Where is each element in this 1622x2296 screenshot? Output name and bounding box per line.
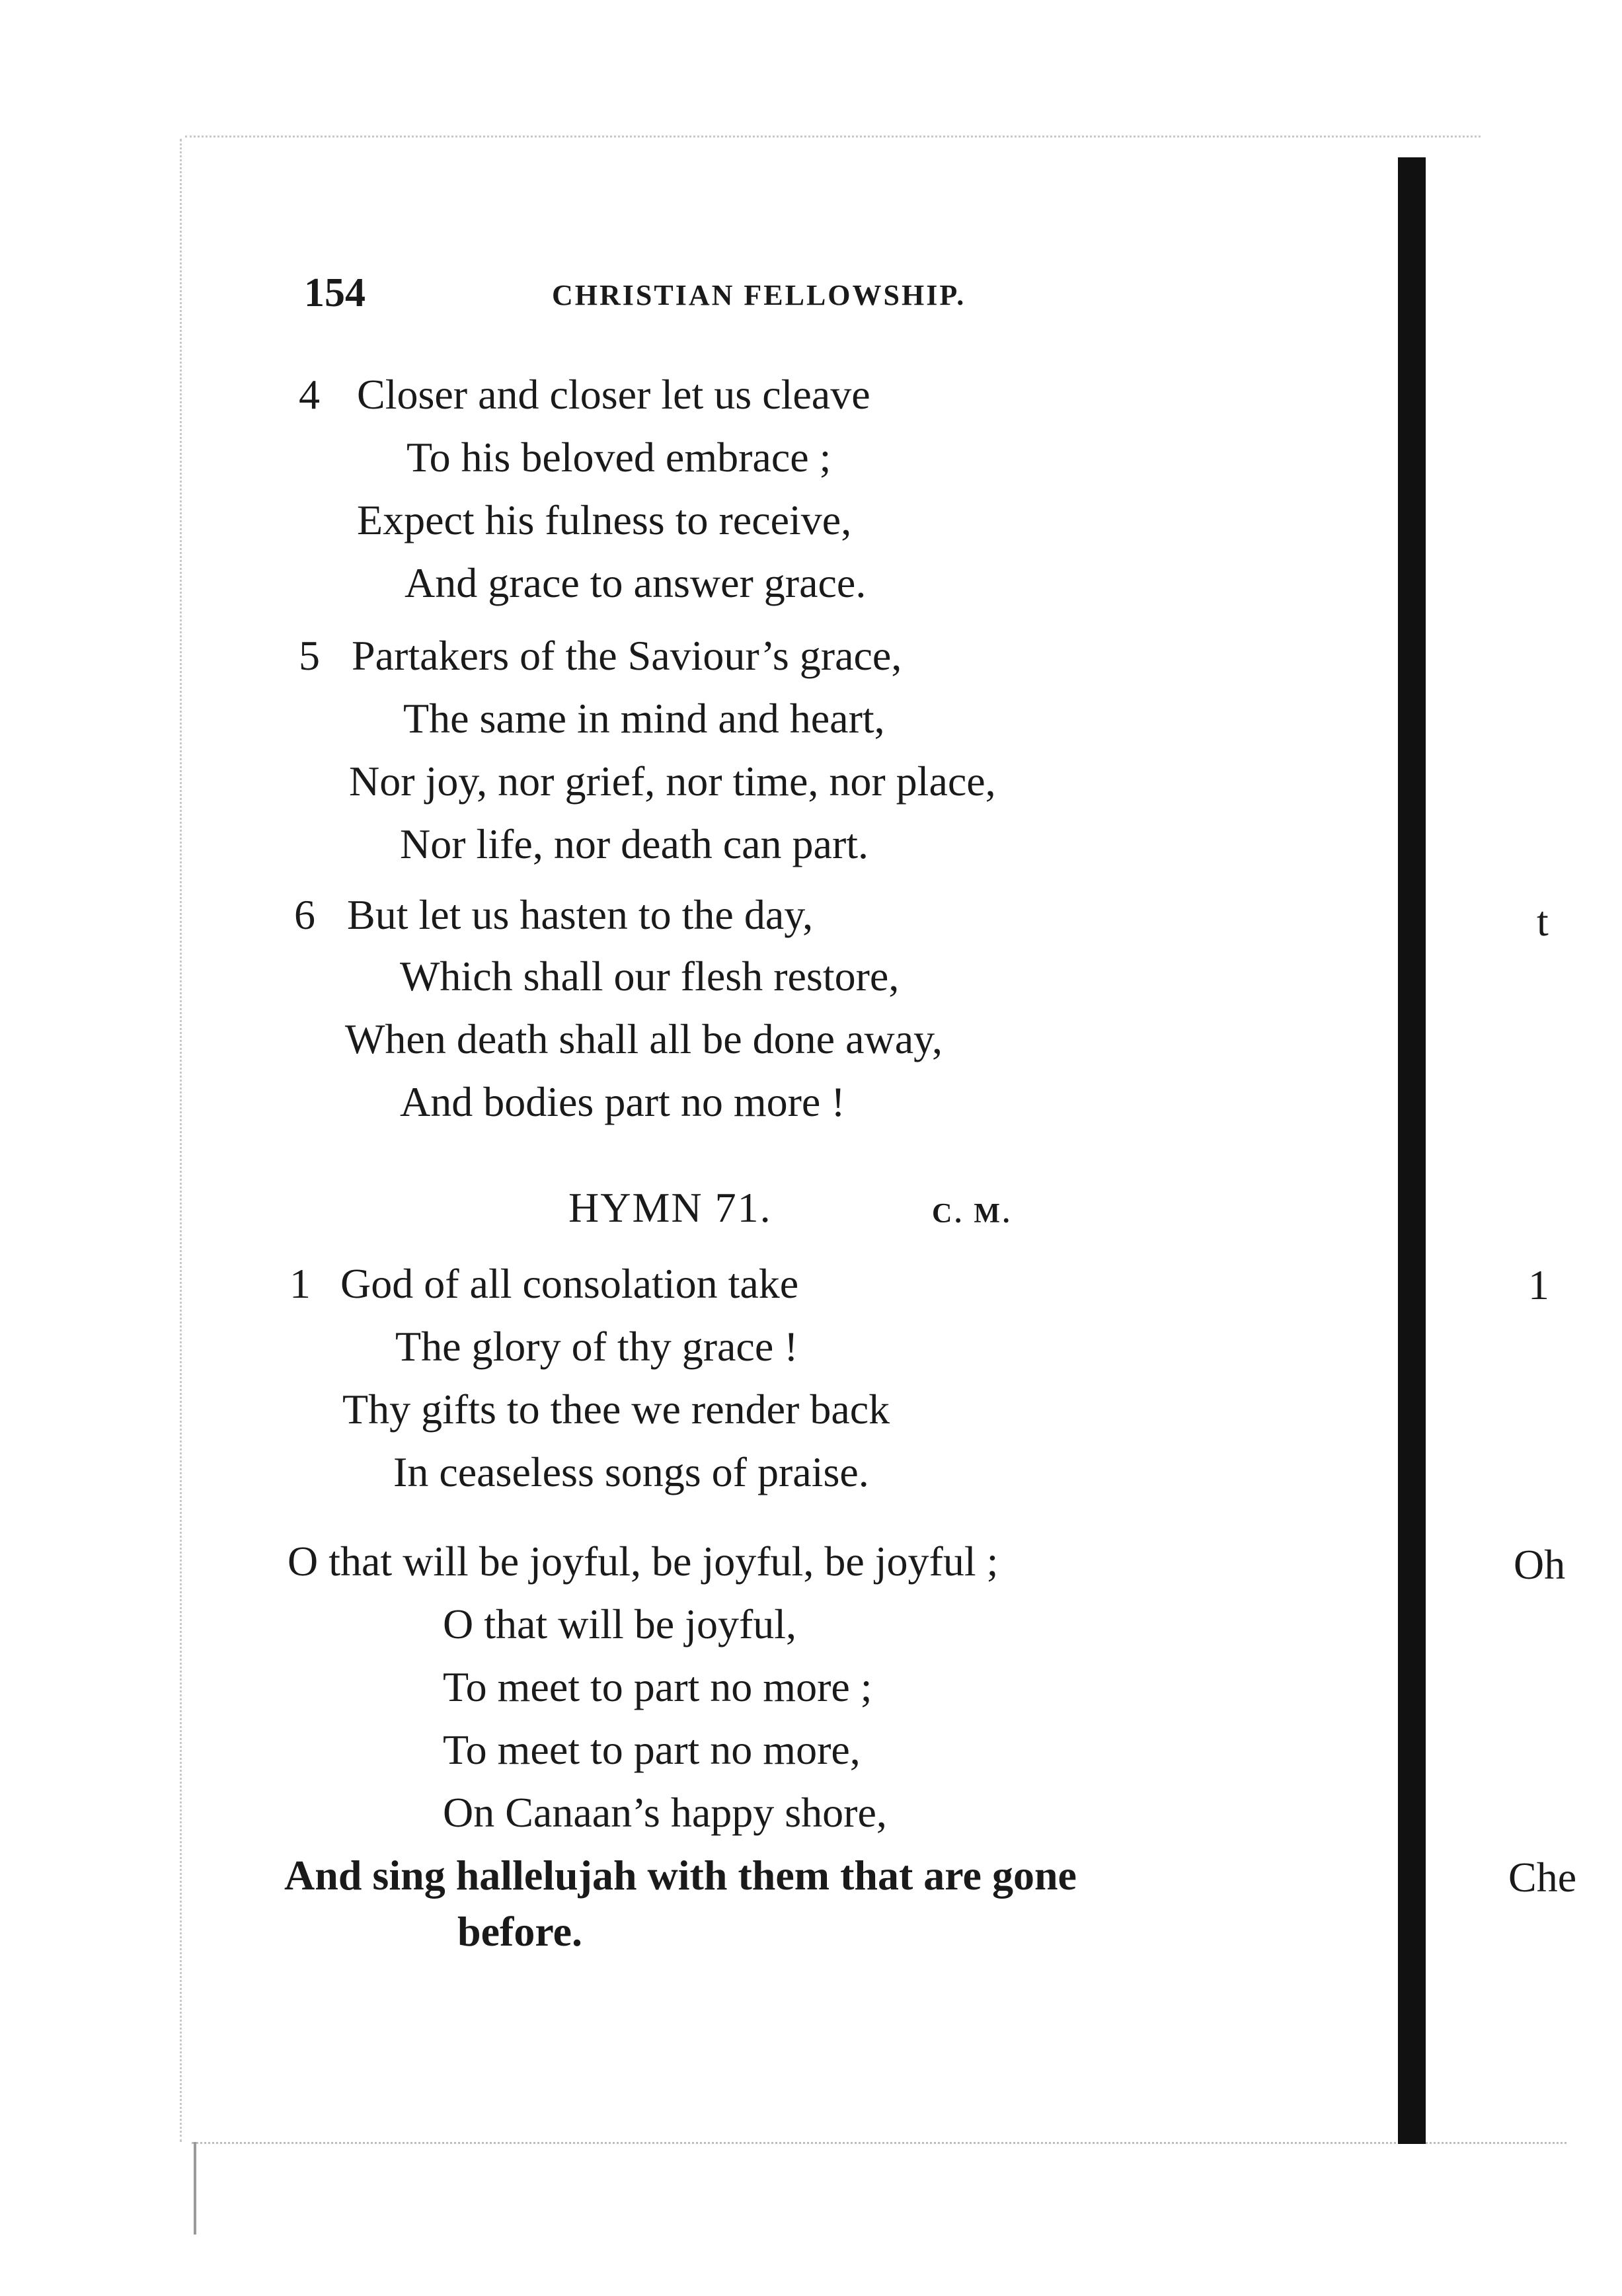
chorus-line: And sing hallelujah with them that are gone bbox=[284, 1852, 1077, 1899]
verse-line: Nor life, nor death can part. bbox=[400, 820, 869, 867]
stanza-number: 6 bbox=[294, 891, 315, 938]
chorus-line: before. bbox=[457, 1908, 582, 1955]
hymn-title: HYMN 71. bbox=[568, 1184, 772, 1231]
verse-line: Which shall our flesh restore, bbox=[400, 953, 900, 1000]
page-edge-left-rule bbox=[194, 2142, 196, 2235]
page-edge-top bbox=[185, 136, 1481, 138]
verse-line: And bodies part no more ! bbox=[400, 1078, 845, 1125]
verse-line: And grace to answer grace. bbox=[405, 559, 867, 606]
verse-line: Thy gifts to thee we render back bbox=[342, 1386, 890, 1433]
facing-page-fragment: Che bbox=[1508, 1854, 1577, 1901]
facing-page-fragment: Oh bbox=[1514, 1541, 1566, 1588]
verse-line: God of all consolation take bbox=[340, 1260, 799, 1307]
page-edge-bottom bbox=[192, 2142, 1566, 2144]
facing-page-fragment: t bbox=[1537, 898, 1549, 945]
verse-line: When death shall all be done away, bbox=[345, 1015, 943, 1062]
book-spine-shadow bbox=[1398, 157, 1426, 2144]
chorus-line: O that will be joyful, bbox=[443, 1601, 797, 1647]
chorus-line: On Canaan’s happy shore, bbox=[443, 1789, 887, 1836]
verse-line: Partakers of the Saviour’s grace, bbox=[352, 632, 902, 679]
chorus-line: To meet to part no more, bbox=[443, 1726, 861, 1773]
running-title: CHRISTIAN FELLOWSHIP. bbox=[552, 279, 966, 311]
stanza-number: 1 bbox=[290, 1260, 311, 1307]
verse-line: Closer and closer let us cleave bbox=[357, 371, 870, 418]
stanza-number: 4 bbox=[299, 371, 320, 418]
verse-line: In ceaseless songs of praise. bbox=[393, 1448, 869, 1495]
stanza-number: 5 bbox=[299, 632, 320, 679]
facing-page-fragment: 1 bbox=[1528, 1261, 1549, 1308]
verse-line: Nor joy, nor grief, nor time, nor place, bbox=[349, 758, 996, 805]
page-number: 154 bbox=[304, 270, 366, 315]
verse-line: To his beloved embrace ; bbox=[406, 434, 831, 481]
chorus-line: To meet to part no more ; bbox=[443, 1663, 872, 1710]
page-edge-left bbox=[180, 139, 182, 2142]
verse-line: But let us hasten to the day, bbox=[347, 891, 814, 938]
verse-line: The same in mind and heart, bbox=[403, 695, 885, 742]
chorus-line: O that will be joyful, be joyful, be joyful ; bbox=[288, 1538, 999, 1585]
hymn-meter: C. M. bbox=[932, 1199, 1013, 1229]
verse-line: The glory of thy grace ! bbox=[395, 1323, 798, 1370]
verse-line: Expect his fulness to receive, bbox=[357, 496, 852, 543]
